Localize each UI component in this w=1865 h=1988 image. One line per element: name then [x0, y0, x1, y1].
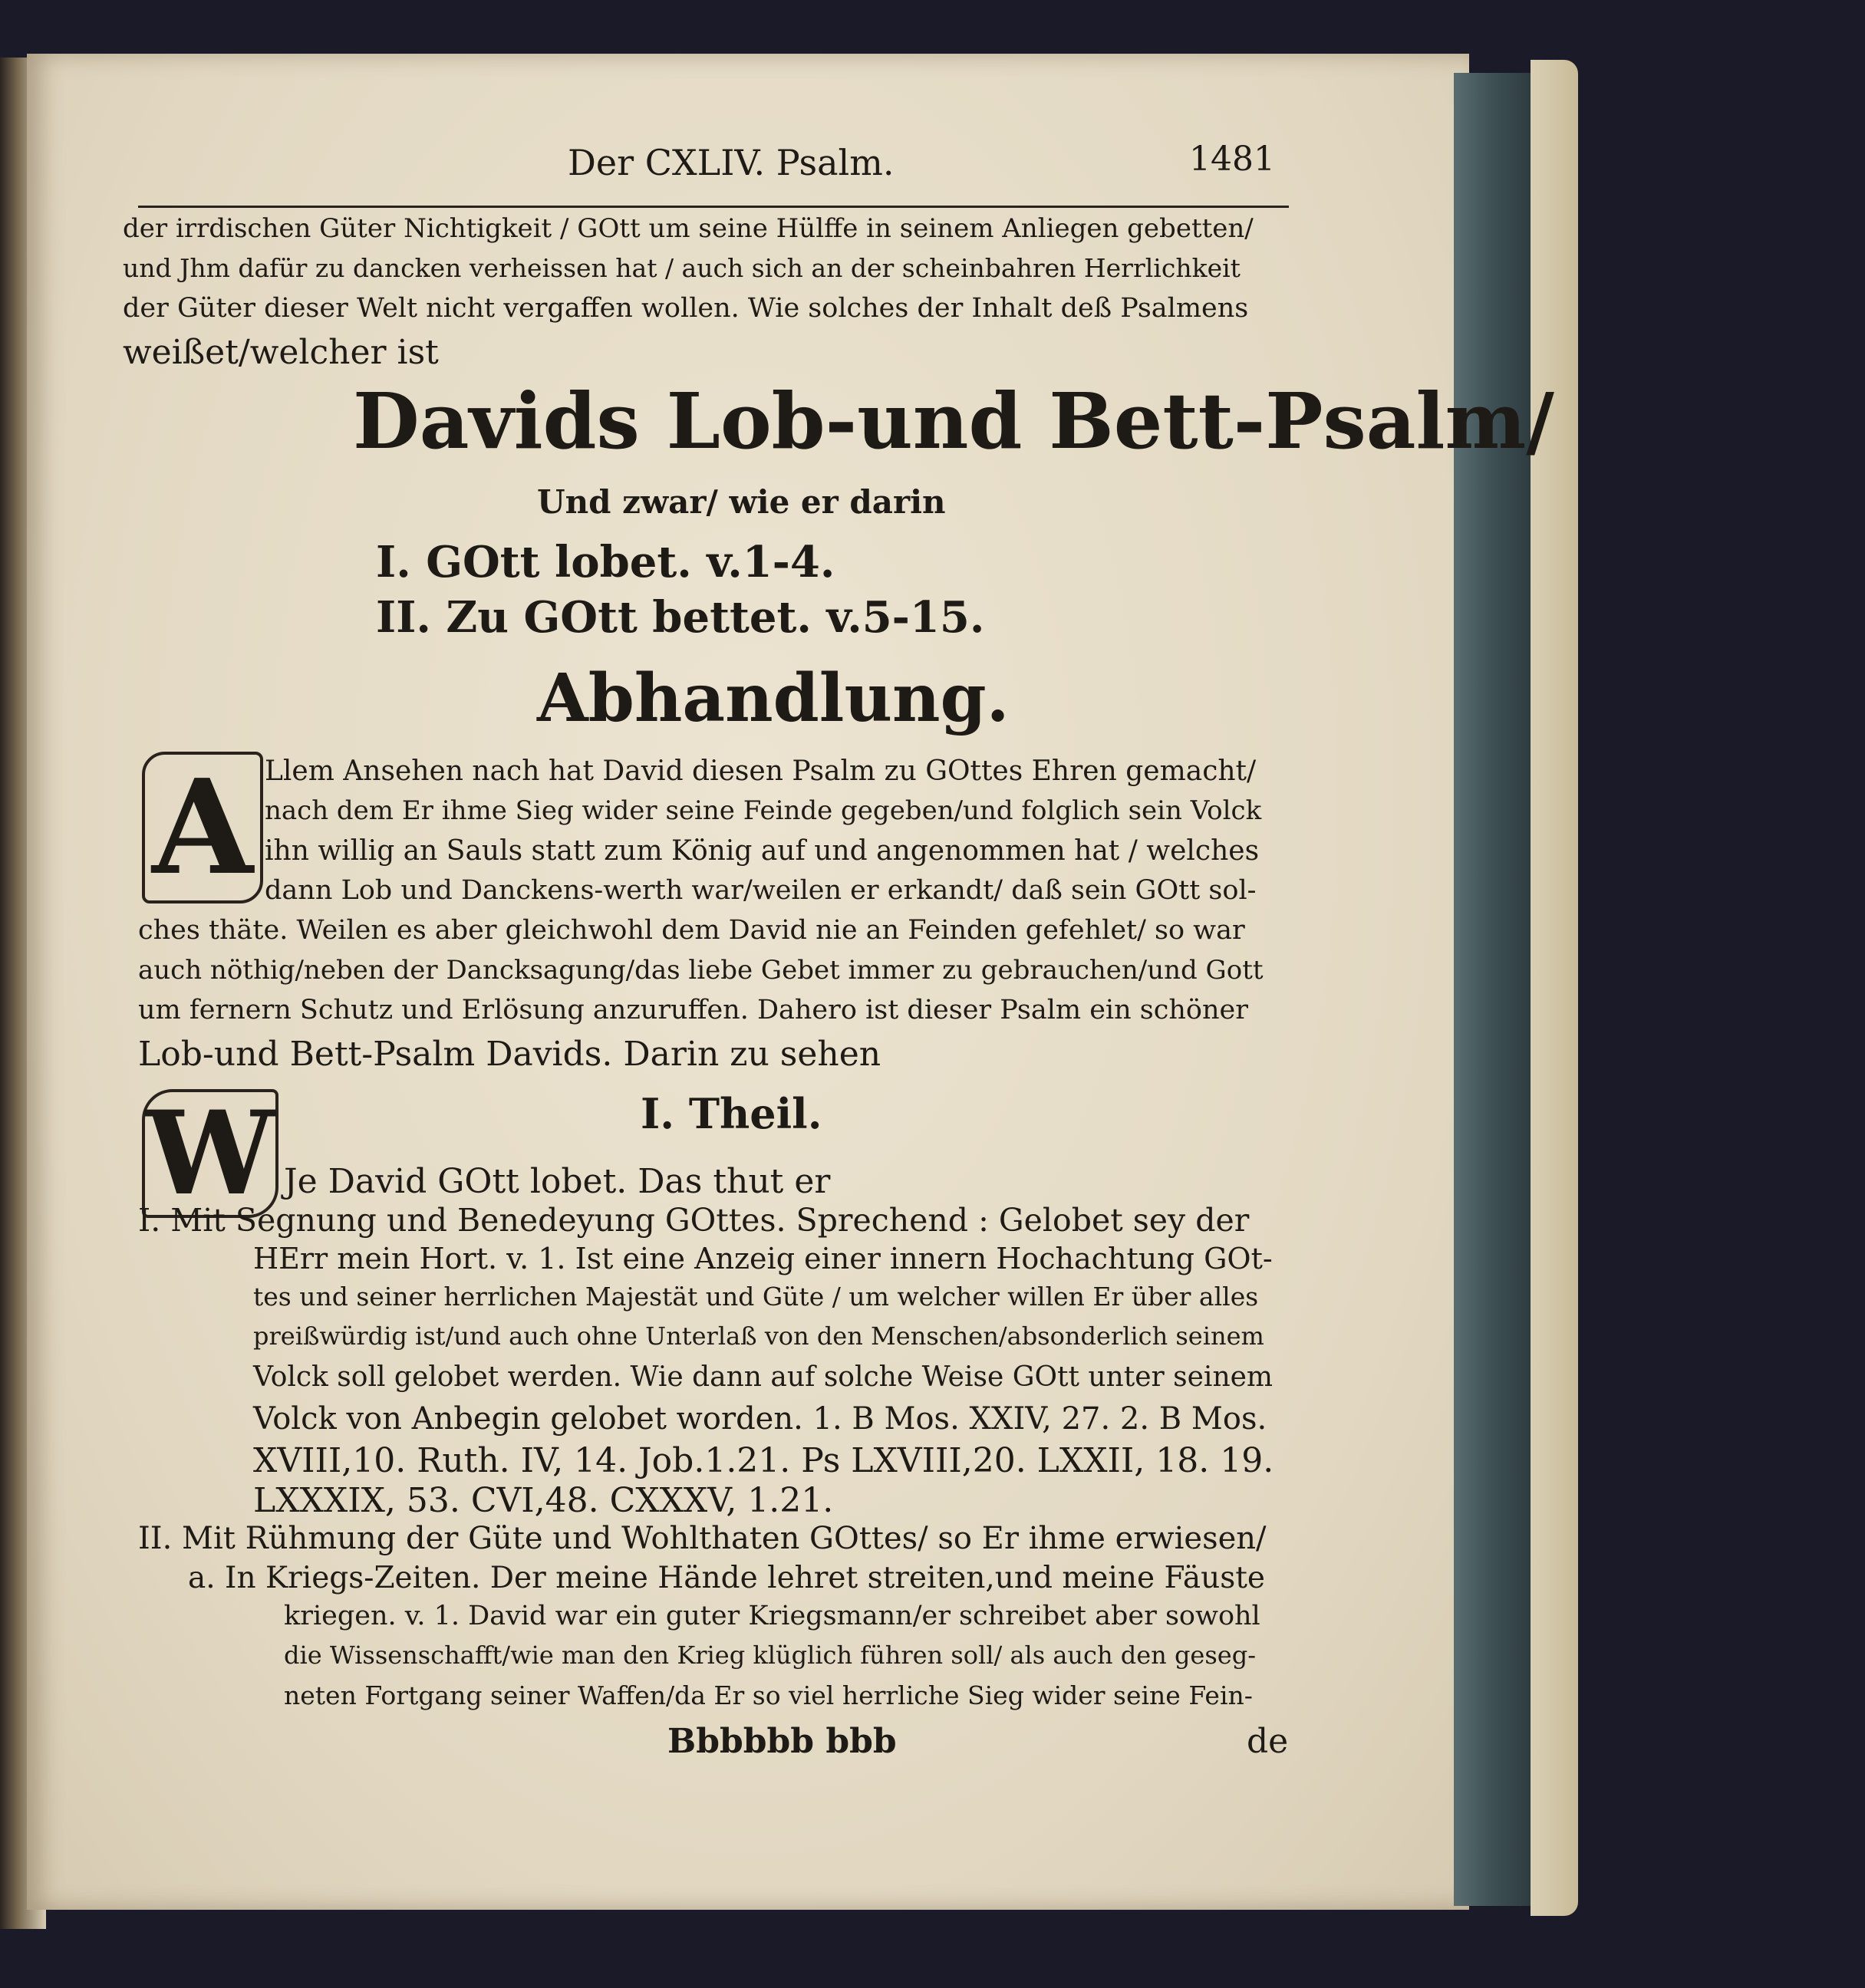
catchword: de: [1247, 1722, 1289, 1761]
running-header: Der CXLIV. Psalm.: [568, 142, 895, 183]
body-line: Lob-und Bett-Psalm Davids. Darin zu sehen: [138, 1035, 881, 1074]
body-line: Llem Ansehen nach hat David diesen Psalm zu GOttes Ehren gemacht/: [265, 755, 1257, 787]
body-line: I. Mit Segnung und Benedeyung GOttes. Sprechend : Gelobet sey der: [138, 1202, 1250, 1239]
body-line: tes und seiner herrlichen Majestät und Güte / um welcher willen Er über alles: [253, 1282, 1259, 1312]
body-line: HErr mein Hort. v. 1. Ist eine Anzeig einer innern Hochachtung GOt-: [253, 1242, 1273, 1275]
body-line: Volck soll gelobet werden. Wie dann auf solche Weise GOtt unter seinem: [253, 1361, 1274, 1393]
body-line: um fernern Schutz und Erlösung anzuruffen. Dahero ist dieser Psalm ein schöner: [138, 995, 1248, 1025]
psalm-subtitle: Und zwar/ wie er darin: [537, 483, 946, 521]
body-line: kriegen. v. 1. David war ein guter Kriegsmann/er schreibet aber sowohl: [284, 1601, 1260, 1631]
body-line: preißwürdig ist/und auch ohne Unterlaß von den Menschen/absonderlich seinem: [253, 1321, 1264, 1351]
body-line: LXXXIX, 53. CVI,48. CXXXV, 1.21.: [253, 1481, 834, 1520]
body-line: ches thäte. Weilen es aber gleichwohl dem David nie an Feinden gefehlet/ so war: [138, 915, 1245, 946]
psalm-title: Davids Lob-und Bett-Psalm/: [353, 376, 1554, 466]
drop-cap-a: A: [142, 752, 263, 903]
theil-heading: I. Theil.: [641, 1089, 822, 1138]
body-line: Volck von Anbegin gelobet worden. 1. B Mos. XXIV, 27. 2. B Mos.: [253, 1401, 1267, 1437]
body-line: Je David GOtt lobet. Das thut er: [284, 1162, 831, 1201]
part-line-1: I. GOtt lobet. v.1-4.: [376, 537, 835, 588]
intro-line: und Jhm dafür zu dancken verheissen hat / auch sich an der scheinbahren Herrlichkeit: [123, 253, 1241, 283]
body-line: neten Fortgang seiner Waffen/da Er so viel herrliche Sieg wider seine Fein-: [284, 1680, 1253, 1710]
intro-line: der Güter dieser Welt nicht vergaffen wollen. Wie solches der Inhalt deß Psalmens: [123, 293, 1249, 324]
header-rule: [138, 206, 1289, 208]
body-line: dann Lob und Danckens-werth war/weilen er erkandt/ daß sein GOtt sol-: [265, 875, 1257, 906]
section-heading: Abhandlung.: [537, 660, 1010, 737]
body-line: XVIII,10. Ruth. IV, 14. Job.1.21. Ps LXVIII,20. LXXII, 18. 19.: [253, 1441, 1274, 1480]
body-line: ihn willig an Sauls statt zum König auf und angenommen hat / welches: [265, 835, 1260, 867]
book-cover-right: [1531, 60, 1578, 1916]
page-block-edge: [1454, 73, 1531, 1906]
part-line-2: II. Zu GOtt bettet. v.5-15.: [376, 592, 985, 643]
body-line: II. Mit Rühmung der Güte und Wohlthaten GOttes/ so Er ihme erwiesen/: [138, 1521, 1267, 1556]
page-number: 1481: [1189, 140, 1275, 179]
body-line: nach dem Er ihme Sieg wider seine Feinde gegeben/und folglich sein Volck: [265, 795, 1262, 826]
signature-mark: Bbbbbb bbb: [667, 1722, 897, 1761]
body-line: a. In Kriegs-Zeiten. Der meine Hände lehret streiten,und meine Fäuste: [188, 1561, 1265, 1595]
drop-cap-w: W: [142, 1089, 278, 1218]
body-line: die Wissenschafft/wie man den Krieg klüglich führen soll/ als auch den geseg-: [284, 1641, 1257, 1670]
intro-line: weißet/welcher ist: [123, 333, 439, 372]
intro-line: der irrdischen Güter Nichtigkeit / GOtt um seine Hülffe in seinem Anliegen gebetten/: [123, 213, 1254, 244]
body-line: auch nöthig/neben der Dancksagung/das liebe Gebet immer zu gebrauchen/und Gott: [138, 955, 1264, 986]
